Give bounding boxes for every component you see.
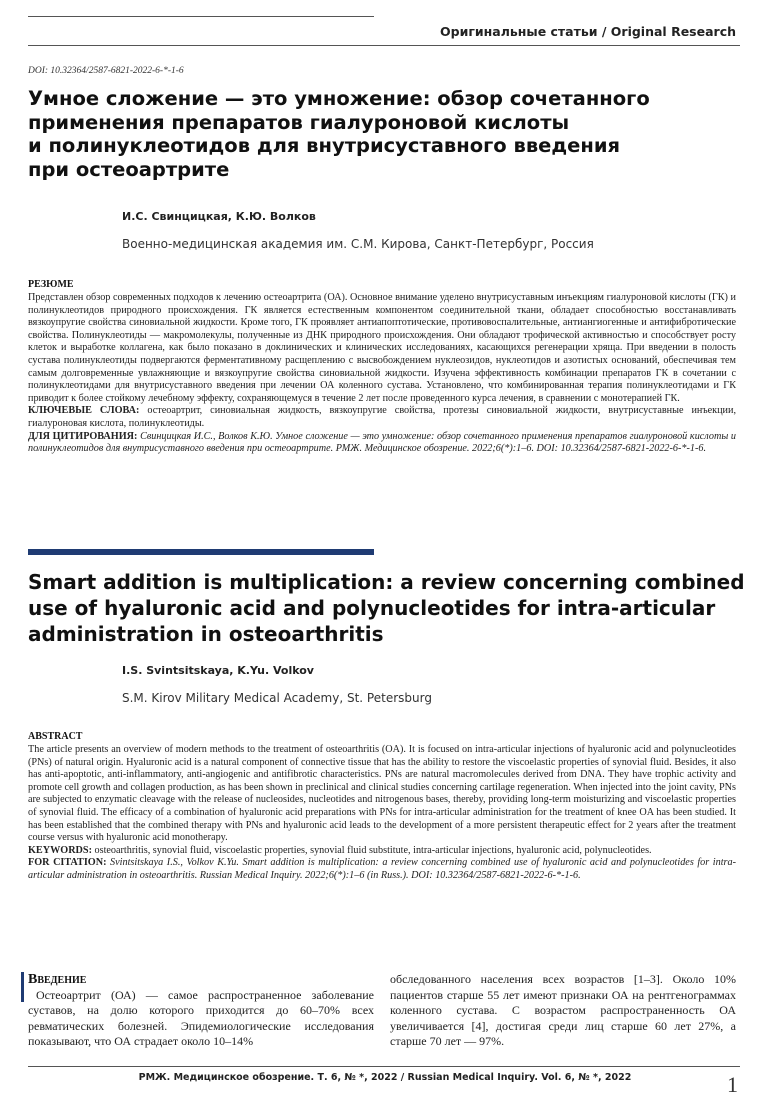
- citation-label-en: FOR CITATION:: [28, 857, 107, 869]
- title-ru-line: и полинуклеотидов для внутрисуставного введения: [28, 134, 621, 157]
- section-label: Оригинальные статьи / Original Research: [440, 24, 736, 39]
- affiliation-ru: Военно-медицинская академия им. С.М. Кирова, Санкт-Петербург, Россия: [122, 237, 594, 251]
- top-left-rule: [28, 16, 374, 17]
- abstract-heading-ru: РЕЗЮМЕ: [28, 279, 74, 290]
- header-rule: [28, 45, 740, 46]
- title-ru-line: применения препаратов гиалуроновой кислоты: [28, 110, 570, 134]
- section-divider-bar: [28, 549, 374, 555]
- citation-label-ru: ДЛЯ ЦИТИРОВАНИЯ:: [28, 430, 138, 442]
- journal-footer: РМЖ. Медицинское обозрение. Т. 6, № *, 2022 / Russian Medical Inquiry. Vol. 6, № *, 2022: [138, 1072, 632, 1083]
- keywords-label-en: KEYWORDS:: [28, 844, 92, 856]
- intro-heading: Введение: [28, 972, 87, 987]
- intro-column-right: [390, 972, 736, 1050]
- abstract-ru: [28, 292, 736, 456]
- abstract-ru-text: Представлен обзор современных подходов к лечению остеоартрита (ОА). Основное внимание уделено внутрисуставным инъекциям гиалуроновой кислоты (ГК) и полинуклеотидов природного происхождения. ГК является естественным компонентом соединительной ткани, обладает способностью восстанавливать вязкоупругие свойства синовиальной жидкости. Кроме того, ГК проявляет антиапоптотические, противовоспалительные, антиангиогенные и антифибротические свойства. Полинуклеотиды — макромолекулы, полученные из ДНК природного происхождения. Они обладают трофической активностью и способствует росту клеток и выработке коллагена, как было показано в доклинических и клинических исследованиях, касающихся регенерации хряща. При введении в полость сустава полинуклеотиды подвергаются ферментативному расщеплению с высвобождением нуклеозидов, нуклеотидов и азотистых оснований, обеспечивая тем самым долговременные увлажняющие и вязкоупругие свойства синовиальной жидкости. Изучена эффективность комбинации препаратов ГК в сочетании с полинуклеотидами для внутрисуставного введения при лечении ОА коленного сустава. Установлено, что комбинированная терапия полинуклеотидами и ГК приводит к более стойкому лечебному эффекту, сохраняющемуся в течение 2 лет после проведенного курса лечения, в сравнении с монотерапией ГК.: [28, 292, 736, 404]
- authors-en: I.S. Svintsitskaya, K.Yu. Volkov: [122, 664, 314, 677]
- abstract-en: [28, 744, 736, 883]
- intro-accent-bar: [21, 972, 24, 1002]
- title-en-line: administration in osteoarthritis: [28, 622, 384, 646]
- keywords-en: osteoarthritis, synovial fluid, viscoelastic properties, synovial fluid substitute, intra-articular injections, hyaluronic acid, polynucleotides.: [94, 844, 652, 856]
- title-russian: [28, 87, 708, 181]
- page-number: 1: [727, 1072, 738, 1097]
- title-english: [28, 569, 745, 647]
- abstract-heading-en: ABSTRACT: [28, 731, 83, 742]
- keywords-label-ru: КЛЮЧЕВЫЕ СЛОВА:: [28, 405, 140, 417]
- footer-rule: [28, 1066, 740, 1067]
- intro-paragraph-2: обследованного населения всех возрастов [1–3]. Около 10% пациентов старше 55 лет имеют признаки ОА на рентгенограммах коленного сустава. С возрастом распространенность ОА увеличивается [4], достигая среди лиц старше 60 лет 27%, а старше 70 лет — 97%.: [390, 972, 736, 1048]
- affiliation-en: S.M. Kirov Military Medical Academy, St. Petersburg: [122, 691, 432, 705]
- title-en-line: Smart addition is multiplication: a review concerning combined: [28, 570, 745, 594]
- citation-ru: Свинцицкая И.С., Волков К.Ю. Умное сложение — это умножение: обзор сочетанного применения препаратов гиалуроновой кислоты и полинуклеотидов для внутрисуставного введения при остеоартрите. РМЖ. Медицинское обозрение. 2022;6(*):1–6. DOI: 10.32364/2587-6821-2022-6-*-1-6.: [28, 430, 736, 455]
- intro-paragraph-1: Остеоартрит (ОА) — самое распространенное заболевание суставов, на долю которого приходится до 60–70% всех ревматических болезней. Эпидемиологические исследования показывают, что ОА страдает около 10–14%: [28, 987, 374, 1048]
- citation-en: Svintsitskaya I.S., Volkov K.Yu. Smart addition is multiplication: a review concerning combined use of hyaluronic acid and polynucleotides for intra-articular administration in osteoarthritis. Russian Medical Inquiry. 2022;6(*):1–6 (in Russ.). DOI: 10.32364/2587-6821-2022-6-*-1-6.: [28, 857, 737, 881]
- authors-ru: И.С. Свинцицкая, К.Ю. Волков: [122, 210, 316, 223]
- abstract-en-text: The article presents an overview of modern methods to the treatment of osteoarthritis (OA). It is focused on intra-articular injections of hyaluronic acid and polynucleotides (PNs) of natural origin. Hyaluronic acid is a natural component of connective tissue that has the ability to restore the viscoelastic properties of synovial fluid. Besides, it also has anti-apoptotic, anti-inflammatory, anti-angiogenic and antifibrotic characteristics. PNs are natural macromolecules derived from DNA. They have trophic activity and promote cell growth and collagen production, as has been shown in preclinical and clinical studies concerning cartilage regeneration. When injected into the joint cavity, PNs are subjected to enzymatic cleavage with the release of nucleosides, nucleotides and nitrogenous bases, thereby, providing long-term moisturizing and viscoelastic properties of synovial fluid. The efficacy of a combination of hyaluronic acid preparations with PNs for intra-articular administration for the treatment of knee OA has been studied. It has been established that the combined therapy with PNs and hyaluronic acid leads to the development of a more persistent therapeutic effect for 2 years after the treatment course versus with hyaluronic acid monotherapy.: [28, 744, 736, 844]
- title-en-line: use of hyaluronic acid and polynucleotides for intra-articular: [28, 596, 716, 620]
- doi-line: DOI: 10.32364/2587-6821-2022-6-*-1-6: [28, 66, 184, 76]
- title-ru-line: Умное сложение — это умножение: обзор сочетанного: [28, 87, 650, 110]
- intro-column-left: [28, 972, 374, 1050]
- keywords-ru: остеоартрит, синовиальная жидкость, вязкоупругие свойства, протезы синовиальной жидкости, внутрисуставные инъекции, гиалуроновая кислота, полинуклеотиды.: [28, 405, 736, 429]
- title-ru-line: при остеоартрите: [28, 157, 230, 181]
